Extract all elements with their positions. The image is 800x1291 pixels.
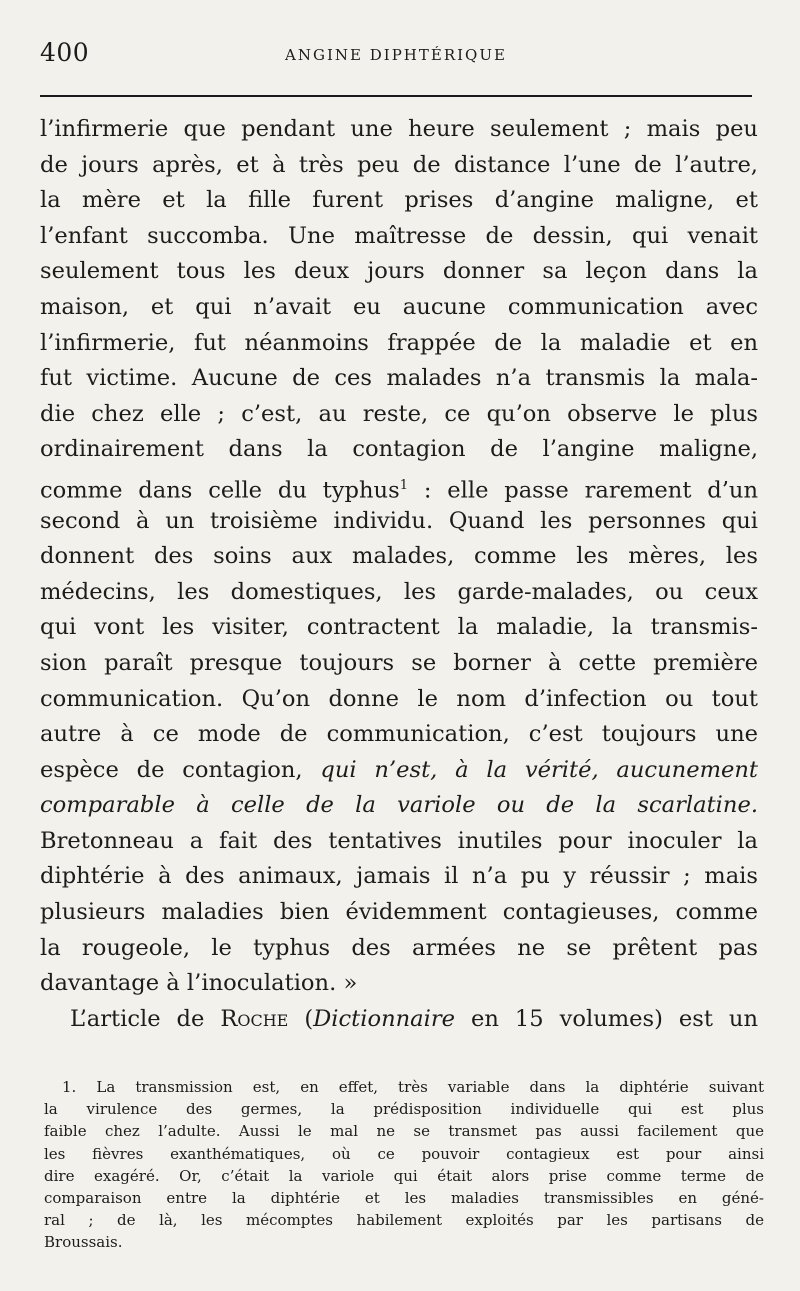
text-line: die chez elle ; c’est, au reste, ce qu’on observe le plus — [40, 400, 758, 427]
text-line-italic — [40, 788, 758, 824]
contagion-text: espèce de contagion, — [40, 756, 303, 783]
main-text — [40, 112, 758, 1037]
footnote-reference[interactable]: 1 — [399, 477, 408, 493]
text-line: médecins, les domestiques, les garde-malades, ou ceux — [40, 578, 758, 605]
footnote-line: faible chez l’adulte. Aussi le mal ne se transmet pas aussi facilement que — [44, 1122, 764, 1141]
text-line: la rougeole, le typhus des armées ne se prêtent pas — [40, 934, 758, 961]
text-line: fut victime. Aucune de ces malades n’a transmis la mala- — [40, 365, 758, 392]
header-rule — [40, 95, 752, 97]
text-line: Bretonneau a fait des tentatives inutiles pour inoculer la — [40, 827, 758, 854]
text-line: davantage à l’inoculation. » — [40, 970, 358, 997]
text-line: maison, et qui n’avait eu aucune communication avec — [40, 293, 758, 320]
text-line: second à un troisième individu. Quand les personnes qui — [40, 507, 758, 534]
text-line: seulement tous les deux jours donner sa leçon dans la — [40, 258, 758, 285]
text-line-contagion — [40, 753, 758, 789]
text-line: l’infirmerie que pendant une heure seulement ; mais peu — [40, 116, 758, 142]
text-line-roche — [40, 1002, 758, 1038]
text-line: qui vont les visiter, contractent la maladie, la transmis- — [40, 614, 758, 641]
typhus-rest-text: : elle passe rarement d’un — [423, 477, 758, 504]
typhus-text: comme dans celle du typhus — [40, 477, 400, 504]
footnote-line: 1. La transmission est, en effet, très variable dans la diphtérie suivant — [62, 1078, 764, 1096]
text-line: plusieurs maladies bien évidemment contagieuses, comme — [40, 899, 758, 926]
text-line: sion paraît presque toujours se borner à cette première — [40, 649, 758, 676]
roche-paren: ( — [304, 1005, 314, 1032]
footnote-line: comparaison entre la diphtérie et les maladies transmissibles en géné- — [44, 1188, 764, 1207]
footnote-line: Broussais. — [44, 1233, 123, 1252]
running-title: ANGINE DIPHTÉRIQUE — [285, 46, 507, 64]
text-line: ordinairement dans la contagion de l’angine maligne, — [40, 436, 758, 463]
work-title: Dictionnaire — [313, 1005, 456, 1032]
text-line: de jours après, et à très peu de distance l’une de l’autre, — [40, 151, 758, 178]
text-line-typhus — [40, 468, 758, 504]
page-header — [40, 38, 752, 72]
roche-lead: L’article de — [70, 1005, 205, 1032]
footnote-line: ral ; de là, les mécomptes habilement exploités par les partisans de — [44, 1211, 764, 1230]
author-name: Roche — [220, 1005, 289, 1032]
footnote-line: la virulence des germes, la prédisposition individuelle qui est plus — [44, 1100, 764, 1119]
footnote — [44, 1076, 764, 1254]
text-line: la mère et la fille furent prises d’angine maligne, et — [40, 187, 758, 214]
text-line: l’infirmerie, fut néanmoins frappée de la maladie et en — [40, 329, 758, 356]
text-line: communication. Qu’on donne le nom d’infection ou tout — [40, 685, 758, 712]
footnote-line: dire exagéré. Or, c’était la variole qui était alors prise comme terme de — [44, 1166, 764, 1185]
roche-rest: en 15 volumes) est un — [471, 1005, 759, 1032]
text-line: diphtérie à des animaux, jamais il n’a pu y réussir ; mais — [40, 863, 758, 890]
text-line: donnent des soins aux malades, comme les mères, les — [40, 543, 758, 570]
footnote-line: les fièvres exanthématiques, où ce pouvoir contagieux est pour ainsi — [44, 1144, 764, 1163]
page-number: 400 — [40, 38, 90, 67]
text-line: l’enfant succomba. Une maîtresse de dessin, qui venait — [40, 222, 758, 249]
comparison-italic: comparable à celle de la variole ou de la scarlatine. — [40, 792, 758, 819]
text-line: autre à ce mode de communication, c’est toujours une — [40, 721, 758, 748]
contagion-italic: qui n’est, à la vérité, aucunement — [320, 756, 758, 783]
